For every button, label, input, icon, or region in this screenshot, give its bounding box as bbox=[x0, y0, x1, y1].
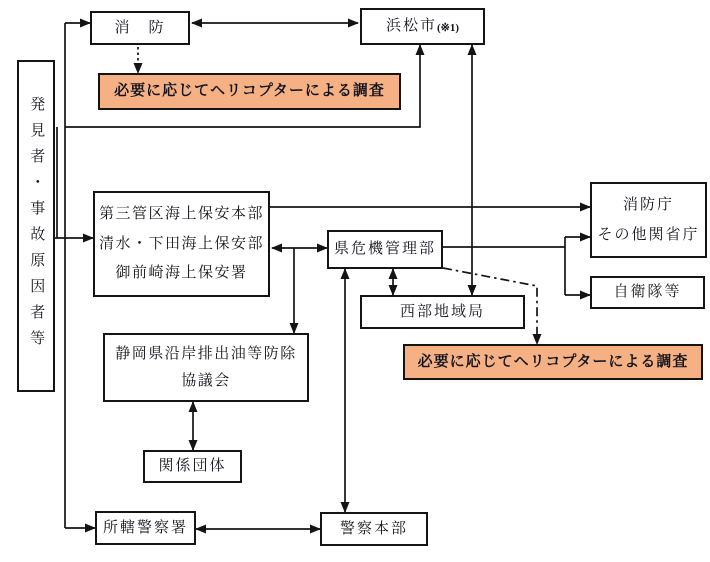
related-organizations-label: 関係団体 bbox=[158, 458, 227, 475]
fire-department-label: 消 防 bbox=[114, 19, 166, 36]
self-defense-label: 自衛隊等 bbox=[613, 284, 682, 301]
node-discoverer bbox=[17, 60, 55, 392]
node-oil-spill-council bbox=[103, 333, 309, 402]
oil-spill-council-line-1: 静岡県沿岸排出油等防除 bbox=[115, 345, 297, 362]
local-police-label: 所轄警察署 bbox=[102, 519, 188, 536]
node-helicopter-survey-bottom bbox=[403, 344, 703, 380]
coast-guard-line-3: 御前崎海上保安署 bbox=[115, 265, 248, 282]
police-headquarters-label: 警察本部 bbox=[339, 520, 408, 537]
fire-agency-line-1: 消防庁 bbox=[622, 197, 674, 213]
node-related-organizations bbox=[143, 450, 242, 483]
coast-guard-line-1: 第三管区海上保安本部 bbox=[98, 206, 264, 223]
node-coast-guard bbox=[93, 191, 270, 297]
discoverer-label: 発見者・事故原因者等 bbox=[28, 96, 45, 356]
node-hamamatsu-city bbox=[360, 8, 485, 45]
western-bureau-label: 西部地域局 bbox=[399, 303, 485, 320]
node-local-police-station bbox=[95, 511, 196, 545]
node-crisis-management-dept bbox=[327, 230, 443, 269]
oil-spill-council-line-2: 協議会 bbox=[181, 372, 231, 389]
node-police-headquarters bbox=[320, 512, 428, 546]
coast-guard-line-2: 清水・下田海上保安部 bbox=[98, 235, 264, 252]
fire-agency-line-2: その他関省庁 bbox=[597, 226, 700, 243]
helicopter-survey-bottom-label: 必要に応じてヘリコプターによる調査 bbox=[417, 353, 689, 370]
node-western-regional-bureau bbox=[360, 295, 525, 329]
node-helicopter-survey-top bbox=[98, 73, 401, 110]
hamamatsu-city-label: 浜松市 bbox=[385, 18, 437, 35]
node-self-defense-forces bbox=[590, 276, 705, 309]
hamamatsu-city-note: (※1) bbox=[436, 22, 460, 35]
helicopter-survey-top-label: 必要に応じてヘリコプターによる調査 bbox=[114, 83, 385, 100]
node-fire-department bbox=[90, 11, 190, 45]
node-fire-agency-ministries bbox=[590, 182, 707, 258]
crisis-management-label: 県危機管理部 bbox=[333, 241, 436, 258]
